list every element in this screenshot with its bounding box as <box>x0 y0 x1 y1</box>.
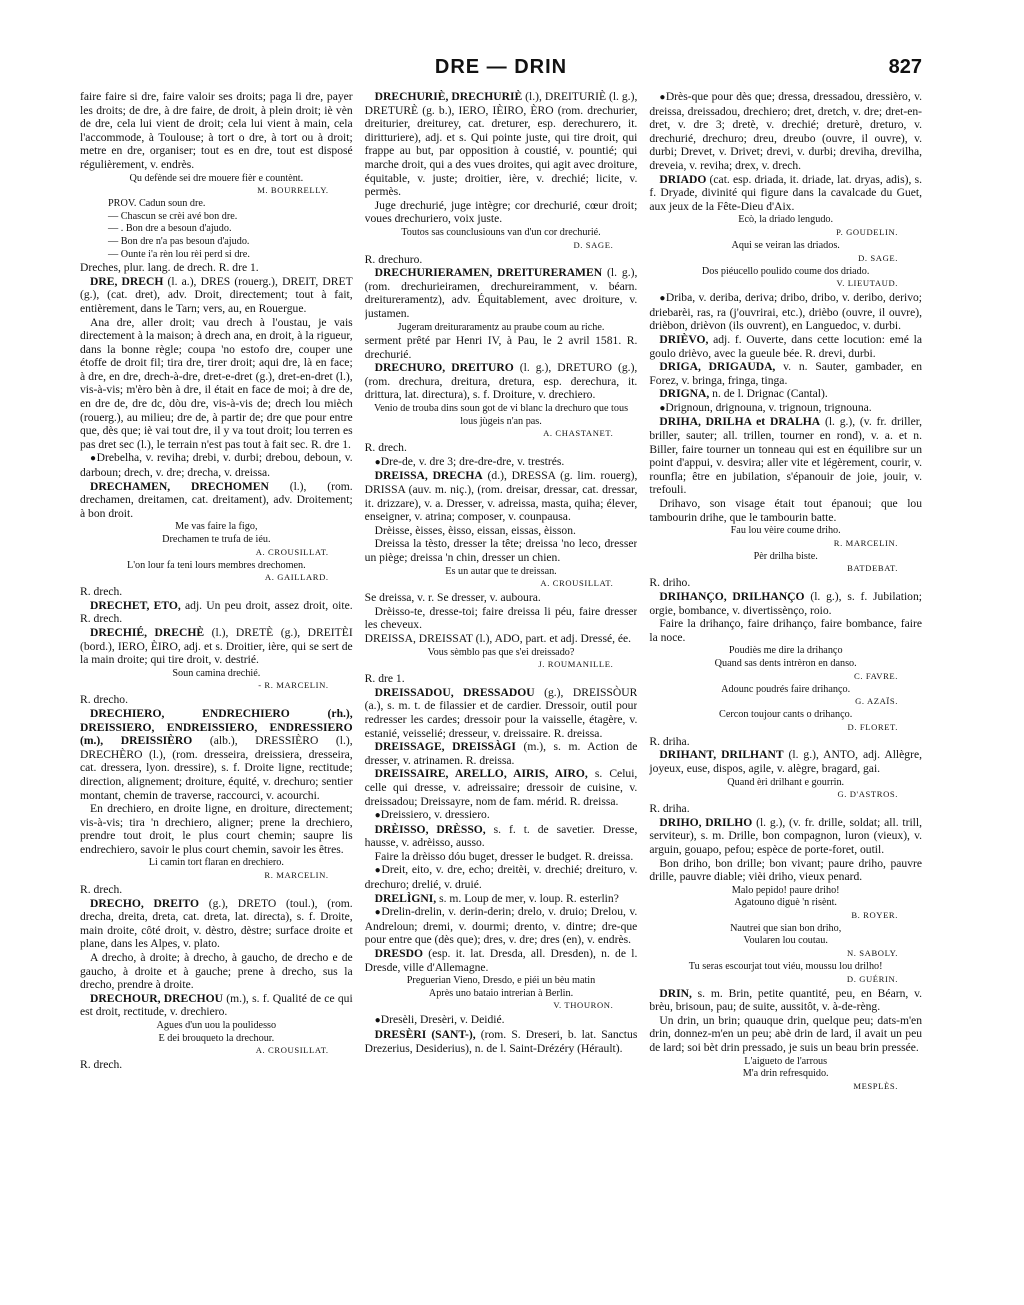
citation-line: Quand sas dents intrèron en danso. <box>714 657 857 669</box>
entry-text: Drebelha, v. reviha; drebi, v. durbi; drebou, deboun, v. darboun; drech, v. dre; drecha, v. dreissa. <box>80 451 353 480</box>
entry-headword: DRECHIERO, ENDRECHIERO (rh.), DREISSIERO, ENDREISSIERO, ENDRESSIERO (m.), DREISSIÈRO <box>80 706 353 748</box>
entry-text: Un drin, un brin; quauque drin, quelque peu; dats-m'en drin, donnez-m'en un peu; abè drin de lard, il avait un peu de lard; soi bèt drin pressado, je suis un beau brin pressée. <box>649 1013 923 1055</box>
entry-paragraph <box>649 857 922 884</box>
bullet-icon: ● <box>659 402 666 414</box>
entry-text: (g.), DREISSÒUR (a.), s. m. t. de filassier et de cardier. Dressoir, outil pour redresser les cardes; dressoir pour la vaisselle, étagère, v. estanié, veisselié; dresseur, v. dreissaire. R. dreissa. <box>364 685 638 740</box>
entry-text: (l.), (rom. drechamen, dreitamen, cat. dreitament), adv. Droitement; à bon droit. <box>80 479 353 520</box>
citation-line: Fau lou vèire coume driho. <box>730 525 841 537</box>
entry-headword: DRECHURO, DREITURO <box>374 361 514 375</box>
citation-author: MESPLÈS. <box>853 1080 899 1091</box>
proverb-text: — Chascun se crèi avé bon dre. <box>108 210 238 222</box>
citation <box>80 1020 353 1045</box>
citation-author: G. AZAÏS. <box>855 696 899 707</box>
entry-text: R. drech. <box>80 883 123 897</box>
column-right <box>649 90 922 1290</box>
entry-headword: DRIGA, DRIGAUDA, <box>659 360 776 374</box>
entry-text: adj. f. Ouverte, dans cette locution: emé la goulo drièvo, avec la gueule bée. R. drevi, durbi. <box>649 332 923 360</box>
bullet-icon: ● <box>374 810 381 822</box>
entry-headword: DREISSAGE, DREISSÀGI <box>374 740 516 754</box>
citation <box>365 975 638 1000</box>
entry-headword: DRECHO, DREITO <box>90 896 200 910</box>
entry-text: s. m. Loup de mer, v. loup. R. esterlin? <box>436 891 619 905</box>
entry-paragraph <box>80 451 353 479</box>
proverbs <box>108 198 353 261</box>
dictionary-entry <box>365 469 638 523</box>
citation <box>649 923 922 948</box>
citation <box>649 1056 922 1081</box>
proverb-text: Cadun soun dre. <box>138 198 206 210</box>
citation-line: Jugeram dreituraramentz au praube coum au riche. <box>397 321 605 333</box>
dictionary-entry <box>80 992 353 1019</box>
entry-headword: DRIGNA, <box>659 387 710 401</box>
entry-text: (d.), DRESSA (g. lim. rouerg), DRISSA (auv. m. niç.), (rom. dreisar, dressar, cat. dressar, it. drizzare), v. a. Dresser, v. adreissa, masta, quiha; élever, enseigner, v. atrina; composer, v. counpausa. <box>364 469 638 524</box>
entry-headword: DREISSADOU, DRESSADOU <box>374 685 535 699</box>
dictionary-entry <box>365 1028 638 1055</box>
entry-paragraph <box>365 591 638 605</box>
citation-line: Après uno bataio intrerian à Berlin. <box>428 987 574 999</box>
citation-line: Ecò, la driado lengudo. <box>738 214 834 226</box>
bullet-icon: ● <box>374 907 382 919</box>
column-left <box>80 90 353 1290</box>
entry-paragraph <box>649 802 922 816</box>
bullet-icon: ● <box>374 1015 381 1027</box>
entry-headword: DRECHOUR, DRECHOU <box>90 991 224 1005</box>
entry-text: (l. g.), DRETURO (g.), (rom. drechura, dreitura, dretura, esp. derechura, it. drittura, lat. directura), s. f. Droiture, v. drechiero. <box>364 361 638 402</box>
dictionary-entry <box>80 275 353 316</box>
entry-text: (l. g.), s. f. Jubilation; orgie, bombance, v. divertissènço, roio. <box>649 590 923 617</box>
entry-headword: DRIHO, DRILHO <box>659 815 753 829</box>
entry-text: (l. a.), DRES (rouerg.), DREIT, DRET (g.), (cat. dret), adv. Droit, directement; tout à fait, entièrement, dans le Tarn; vers, au, en Rouergue. <box>80 274 353 315</box>
entry-paragraph <box>365 537 638 564</box>
citation-author: BATDEBAT. <box>847 563 899 574</box>
citation-author: B. ROYER. <box>851 909 899 920</box>
citation-line: Venio de trouba dins soun got de vi blanc la drechuro que tous lous jùgeis n'an pas. <box>373 403 629 427</box>
entry-text: Drelin-drelin, v. derin-derin; drelo, v. druio; Drelou, v. Andreloun; dremi, v. dourmi; drento, v. dintre; dre-que pour entre que (dès que); dres, v. dre; dres (en), v. endrès. <box>364 905 638 947</box>
entry-paragraph <box>365 808 638 823</box>
dictionary-entry <box>80 897 353 951</box>
entry-paragraph <box>649 497 922 524</box>
entry-paragraph <box>649 291 922 333</box>
entry-paragraph <box>365 334 638 361</box>
entry-headword: DRECHURIERAMEN, DREITURERAMEN <box>374 266 603 280</box>
entry-headword: DRECHIÉ, DRECHÈ <box>90 625 205 639</box>
dictionary-entry <box>365 266 638 320</box>
citation-author: D. GUÉRIN. <box>846 973 899 984</box>
citation-line: Vous sèmblo pas que s'ei dreissado? <box>427 646 575 658</box>
citation-author: D. FLORET. <box>847 721 899 732</box>
citation-author: D. SAGE. <box>858 252 899 263</box>
bullet-icon: ● <box>659 92 666 103</box>
entry-paragraph <box>365 905 638 947</box>
entry-text: Drèisse, èisses, èisso, eissan, eissas, èisson. <box>374 523 576 537</box>
entry-text: n. de l. Drignac (Cantal). <box>709 387 828 401</box>
entry-paragraph <box>649 401 922 416</box>
entry-headword: DREISSA, DRECHA <box>374 469 483 483</box>
entry-paragraph <box>80 693 353 707</box>
citation <box>649 525 922 538</box>
citation-author: D. SAGE. <box>573 239 614 250</box>
entry-headword: DRECHET, ETO, <box>90 598 181 612</box>
entry-text: faire faire si dre, faire valoir ses droits; paga li dre, payer les droits; de dre, à dre faire, de droit, à plein droit; iè vèn de dre, cela lui vient de droit; cela lui vient à main, cela l'accommode, à Toulouse; à tort o dre, à tort ou à droit; metre en dre, organiser; tout es en dre, tout est disposé régulièrement, v. endrès. <box>80 90 353 171</box>
dictionary-entry <box>365 947 638 974</box>
citation-line: M'a drin refresquido. <box>742 1068 829 1080</box>
proverb-text: — Ounte i'a rèn lou rèi perd si dre. <box>108 248 250 260</box>
bullet-icon: ● <box>374 865 382 877</box>
entry-paragraph <box>80 90 353 172</box>
proverb-line <box>108 249 353 262</box>
citation-line: Quand èri drilhant e gourrin. <box>727 776 845 788</box>
entry-text: Dreissiero, v. dressiero. <box>380 808 490 822</box>
entry-text: (cat. esp. driada, it. driade, lat. dryas, adis), s. f. Dryade, divinité qui figure dans la cavalcade du Guet, aux jeux de la Fête-Dieu d'Aix. <box>649 172 923 213</box>
citation-line: E dei brouqueto la drechour. <box>158 1032 275 1044</box>
entry-text: R. dre 1. <box>364 672 405 686</box>
citation <box>649 551 922 564</box>
entry-text: Faire la drèisso dóu buget, dresser le budget. R. dreissa. <box>374 849 634 863</box>
dictionary-entry <box>365 686 638 740</box>
citation-line: L'on lour fa teni lours membres drechomen. <box>127 559 306 571</box>
entry-text: R. drechuro. <box>364 252 423 266</box>
citation-line: Dos piéucello poulido coume dos driado. <box>701 265 870 277</box>
citation-line: Toutos sas counclusiouns van d'un cor drechurié. <box>401 226 601 238</box>
entry-headword: DREISSAIRE, ARELLO, AIRIS, AIRO, <box>374 767 588 781</box>
entry-text: A drecho, à droite; à drecho, à gaucho, de drecho e de gaucho, à droite et à gauche; prene à drecho, sus la drecho, prendre à droite. <box>80 951 353 992</box>
citation-author: A. CROUSILLAT. <box>540 578 614 589</box>
entry-text: serment prêté par Henri IV, à Pau, le 2 avril 1581. R. drechurié. <box>364 334 638 361</box>
citation-author: A. CROUSILLAT. <box>255 1045 329 1056</box>
citation-line: Malo pepido! paure driho! <box>731 884 840 896</box>
entry-headword: DRIHANT, DRILHANT <box>659 748 784 762</box>
entry-text: (l.), DREITURIÈ (l. g.), DRETURÈ (g. b.), IERO, IÈIRO, ÈRO (rom. drechurier, dreiturier, dreiturey, cat. dreturer, esp. derechurero, it. diritturiere), adj. et s. Qui pointe juste, qui tire droit, qui frappe au but, par opposition à coustié, v. pountié; qui marche droit, qui a des vues droites, qui agit avec droiture, équitable, v. juste; droitier, ière, v. drechié; licite, v. permès. <box>364 90 638 199</box>
citation-line: Tu seras escourjat tout viéu, moussu lou drilho! <box>688 961 883 973</box>
citation-author: N. SABOLY. <box>846 948 899 959</box>
citation-author: A. CHASTANET. <box>543 428 614 439</box>
citation <box>649 885 922 910</box>
citation-line: Poudiès me dire la drihanço <box>728 645 843 657</box>
entry-text: (l. g.), (v. fr. drille, soldat; all. trill, serviteur), s. m. Drille, bon compagnon, luron (vieux), v. arguin, gouapo, pefou; espèce de porte-foret, outil. <box>649 815 923 856</box>
proverb-text: — Bon dre n'a pas besoun d'ajudo. <box>108 235 250 247</box>
citation-line: Qu defènde sei dre mouere fièr e countènt. <box>129 172 304 184</box>
entry-text: Drès-que pour dès que; dressa, dressadou, dressièro, v. dreissa, dreissadou, drechiero; dret, dretch, v. dre; dret-en-dret, v. dre 3; dretè, v. drechié; dreturè, dreturo, v. drechurié, drechuro; dreu, dreubo (ouvre, il ouvre), v. durbi; Drevet, v. Drivet; drevi, v. durbi; dreviha, drevilha, dreveia, v. reviha; drex, v. drech. <box>649 90 923 172</box>
entry-paragraph <box>365 605 638 632</box>
entry-paragraph <box>649 90 922 173</box>
citation-line: Me vas faire la figo, <box>175 521 258 533</box>
entry-text: Dresèli, Dresèri, v. Deidié. <box>380 1013 505 1027</box>
citation-line: Nautrei que sian bon driho, <box>730 922 842 934</box>
entry-headword: DRIN, <box>659 986 692 1000</box>
citation <box>649 684 922 697</box>
dictionary-entry <box>649 360 922 387</box>
entry-paragraph <box>80 1058 353 1072</box>
entry-text: Bon driho, bon drille; bon vivant; paure driho, pauvre drille, pauvre diable; vièi driho, vieux penard. <box>649 856 923 884</box>
entry-paragraph <box>365 850 638 864</box>
citation-line: Adounc poudrés faire drihanço. <box>721 683 851 695</box>
entry-headword: DRE, DRECH <box>90 274 164 288</box>
citation <box>649 709 922 722</box>
entry-paragraph <box>365 253 638 267</box>
entry-text: Se dreissa, v. r. Se dresser, v. auboura. <box>364 591 541 605</box>
citation <box>649 777 922 790</box>
entry-paragraph <box>365 199 638 226</box>
entry-text: Drignoun, drignouna, v. trignoun, trignouna. <box>665 400 872 414</box>
dictionary-entry <box>365 892 638 906</box>
citation-line: Drechamen te trufa de iéu. <box>162 534 271 545</box>
entry-headword: DRÈISSO, DRÈSSO, <box>374 822 486 836</box>
citation <box>649 961 922 974</box>
citation-line: Soun camina drechié. <box>172 667 261 679</box>
entry-text: (rom. S. Dreseri, b. lat. Sanctus Drezerius, Desiderius), n. de l. Saint-Drézéry (Hérault). <box>364 1028 638 1055</box>
entry-paragraph <box>80 261 353 275</box>
proverb-line <box>108 236 353 249</box>
entry-paragraph <box>365 632 638 646</box>
entry-text: v. n. Sauter, gambader, en Forez, v. bringa, fringa, tinga. <box>649 360 923 387</box>
citation <box>365 566 638 579</box>
dictionary-entry <box>365 90 638 199</box>
entry-paragraph <box>365 524 638 538</box>
entry-text: s. Celui, celle qui dresse, v. adreissaire; dressoir de cuisine, v. dreissadou; Dreissayre, nom de fam. mérid. R. dreissa. <box>364 767 638 808</box>
entry-text: R. drecho. <box>80 693 128 707</box>
citation <box>365 647 638 660</box>
citation <box>649 266 922 279</box>
citation <box>649 240 922 253</box>
citation-line: Preguerian Vieno, Dresdo, e piéi un bèu matin <box>406 975 596 987</box>
citation-line: Li camin tort flaran en drechiero. <box>148 857 284 869</box>
entry-paragraph <box>365 672 638 686</box>
entry-text: R. driho. <box>649 576 691 590</box>
entry-text: (l.), DRETÈ (g.), DREITÈI (bord.), IERO, ÈIRO, adj. et s. Droitier, ière, qui se sert de la main droite; qui tire droit, v. destrié. <box>80 625 353 667</box>
entry-headword: DRECHURIÈ, DRECHURIÈ <box>374 90 523 103</box>
dictionary-columns <box>80 90 922 1290</box>
entry-paragraph <box>365 1013 638 1028</box>
citation-author: P. GOUDELIN. <box>836 226 899 237</box>
entry-paragraph <box>649 1014 922 1055</box>
citation-author: A. CROUSILLAT. <box>255 546 329 557</box>
entry-paragraph <box>365 441 638 455</box>
citation-line: Es un autar que te dreissan. <box>445 565 557 577</box>
entry-headword: DRIADO <box>659 172 707 186</box>
bullet-icon: ● <box>659 293 666 305</box>
entry-headword: DRESDO <box>374 947 423 961</box>
entry-text: (l. g.), (v. fr. driller, briller, sauter; all. trillen, tourner en rond), v. a. et n. Biller, faire tourner un tonneau qui est en équilibre sur un point d'appui, v. desvira; aller vite et légèrement, courir, v. rounfla; être en jubilation, s'épanouir de joie, jouir, v. trefouli. <box>649 415 923 497</box>
dictionary-entry <box>649 387 922 401</box>
bullet-icon: ● <box>90 453 97 465</box>
dictionary-entry <box>365 361 638 402</box>
citation <box>80 668 353 681</box>
running-title: DRE — DRIN <box>434 56 568 78</box>
citation-author: V. THOURON. <box>553 1000 614 1011</box>
dictionary-entry <box>365 740 638 767</box>
entry-text: R. driha. <box>649 802 690 816</box>
citation-author: R. MARCELIN. <box>833 537 899 548</box>
dictionary-entry <box>649 987 922 1014</box>
entry-text: Dre-de, v. dre 3; dre-dre-dre, v. trestrés. <box>380 454 565 468</box>
entry-text: R. drech. <box>80 1058 123 1072</box>
citation-author: J. ROUMANILLE. <box>538 659 614 670</box>
entry-text: Ana dre, aller droit; vau drech à l'oustau, je vais directement à la maison; à drech ana, en droit, à la rigueur, dans la bonne règle; coupa 'no estofo dre, couper une étoffe de droit fil; tira dre, tirer droit; aqui dre, là en face; à dre, en dre, drech-à-dre, dret-e-dret (g.), dret-en-dret (l.), vis-à-vis; m'èro bèn à dre, il était en face de moi; à dre de, en dre de, dre dc, dòu dre, vis-à-vis de; drech lou mièch (rouerg.), au milieu; dre de, à partir de; dre que pour entre que, dès que; iè vai tout dre, il y va tout droit; lou terren es pas dret sec (l.), le terrain n'est pas tout à fait sec. R. dre 1. <box>80 315 353 451</box>
citation <box>365 227 638 240</box>
dictionary-entry <box>649 816 922 857</box>
entry-text: (alb.), DRESSIÈRO (l.), DRECHÈRO (l.), (rom. dresseira, dreissiera, dresseira, cat. dressera, lyon. dressire), s. f. Droite ligne, rectitude; direction, alignement; droiture, équité, v. drechuro; sentier montant, chemin de traverse, raccourci, v. acourchi. <box>80 734 353 802</box>
entry-headword: DRIHANÇO, DRILHANÇO <box>659 590 805 603</box>
citation-author: V. LIEUTAUD. <box>836 278 899 289</box>
entry-paragraph <box>80 316 353 452</box>
citation-line: Voularen lou coutau. <box>743 935 828 947</box>
entry-text: Dreit, eito, v. dre, echo; dreitèi, v. drechié; dreituro, v. drechuro; drelié, v. druié. <box>364 863 638 892</box>
entry-text: (esp. it. lat. Dresda, all. Dresden), n. de l. Dresde, ville d'Allemagne. <box>364 947 638 974</box>
entry-headword: DRELÌGNI, <box>374 891 437 905</box>
proverb-line <box>108 198 353 211</box>
entry-text: Dreches, plur. lang. de drech. R. dre 1. <box>80 261 259 275</box>
citation-author: - R. MARCELIN. <box>258 680 329 691</box>
entry-text: Driba, v. deriba, deriva; dribo, dribo, v. deribo, derivo; driebarèi, ras, ra (j'ouvrirai, etc.), drièbo (ouvre, il ouvre), drièbon, drièvon (ils ouvrent), en Languedoc, v. durbi. <box>649 291 923 333</box>
proverb-line <box>108 211 353 224</box>
entry-text: En drechiero, en droite ligne, en droiture, directement; vis-à-vis; tira 'n drechiero, aligner; prene la drechiero, prendre tout droit, le plus court chemin; saupre lis endrechiero, savoir le plus court chemin, savoir les êtres. <box>80 802 353 856</box>
citation <box>80 521 353 546</box>
citation-line: Pèr drilha biste. <box>753 550 818 562</box>
entry-paragraph <box>649 617 922 644</box>
dictionary-entry <box>649 333 922 360</box>
entry-paragraph <box>80 883 353 897</box>
proverb-line <box>108 223 353 236</box>
entry-text: (l. g.), ANTO, adj. Allègre, joyeux, euse, dispos, agile, v. alègre, bragard, gai. <box>649 748 923 775</box>
citation-line: Agues d'un uou la poulidesso <box>156 1020 277 1031</box>
entry-text: Drèisso-te, dresse-toi; faire dreissa li péu, faire dresser les cheveux. <box>364 604 638 632</box>
citation <box>365 403 638 428</box>
entry-paragraph <box>80 585 353 599</box>
entry-paragraph <box>80 951 353 992</box>
citation-author: R. MARCELIN. <box>264 870 329 881</box>
proverb-text: — . Bon dre a besoun d'ajudo. <box>108 223 232 235</box>
entry-text: Juge drechurié, juge intègre; cor drechurié, cœur droit; voues drechuriero, voix juste. <box>364 198 638 226</box>
page-header <box>80 56 922 86</box>
proverb-label: PROV. <box>108 198 137 210</box>
entry-paragraph <box>365 863 638 891</box>
citation <box>80 857 353 870</box>
entry-paragraph <box>649 576 922 590</box>
citation-author: A. GAILLARD. <box>264 572 329 583</box>
citation <box>365 322 638 335</box>
dictionary-entry <box>365 823 638 850</box>
citation <box>649 214 922 227</box>
entry-text: (g.), DRETO (toul.), (rom. drecha, dreita, dreta, cat. dreta, lat. directa), s. f. Droite, main droite, côté droit, v. dèstro, dèstre; surface droite et plane, dans les Alpes, v. plato. <box>80 896 353 951</box>
entry-text: DREISSA, DREISSAT (l.), ADO, part. et adj. Dressé, ée. <box>364 631 632 645</box>
dictionary-entry <box>649 590 922 617</box>
page-number: 827 <box>888 56 922 78</box>
citation-author: C. FAVRE. <box>854 670 899 681</box>
citation <box>80 560 353 573</box>
entry-text: R. driha. <box>649 734 690 748</box>
citation <box>80 173 353 186</box>
dictionary-entry <box>80 707 353 802</box>
citation <box>649 645 922 670</box>
bullet-icon: ● <box>374 456 381 468</box>
citation-line: L'aigueto de l'arrous <box>744 1055 828 1067</box>
citation-author: G. D'ASTROS. <box>837 789 899 800</box>
citation-line: Cercon toujour cants o drihanço. <box>719 709 853 721</box>
entry-text: Faire la drihanço, faire drihanço, faire bombance, faire la noce. <box>649 617 923 644</box>
citation-line: Aqui se veiran las driados. <box>731 239 840 251</box>
entry-text: (l. g.), (rom. drechurieiramen, drechureiramment, v. béarn. dreitureramentz), adv. Équitablement, avec droiture, v. justamen. <box>364 266 638 320</box>
entry-paragraph <box>80 802 353 856</box>
entry-text: R. drech. <box>364 441 407 455</box>
entry-headword: DRESÈRI (SANT-), <box>374 1028 476 1041</box>
dictionary-entry <box>649 173 922 214</box>
entry-headword: DRIHA, DRILHA et DRALHA <box>659 415 821 429</box>
entry-text: adj. Un peu droit, assez droit, oite. R. drech. <box>80 598 353 626</box>
dictionary-entry <box>649 415 922 497</box>
entry-paragraph <box>365 455 638 470</box>
citation-author: M. BOURRELLY. <box>257 185 329 196</box>
dictionary-entry <box>649 748 922 775</box>
entry-text: Drihavo, son visage était tout épanoui; que lou tambourin drihe, que le tambourin batte. <box>649 497 923 524</box>
entry-text: R. drech. <box>80 585 123 599</box>
entry-text: s. m. Brin, petite quantité, peu, en Béarn, v. brèu, brisoun, pau; de suite, aussitôt, v. à-de-rèng. <box>649 986 923 1014</box>
dictionary-entry <box>80 599 353 626</box>
citation-line: Agatouno diguè 'n risènt. <box>734 897 837 909</box>
column-middle <box>365 90 638 1290</box>
entry-headword: DRIÈVO, <box>659 332 709 346</box>
dictionary-entry <box>80 626 353 667</box>
dictionary-entry <box>80 480 353 521</box>
dictionary-entry <box>365 767 638 808</box>
entry-text: s. f. t. de savetier. Dresse, hausse, v. adrèisso, ausso. <box>364 822 638 850</box>
entry-paragraph <box>649 735 922 749</box>
entry-headword: DRECHAMEN, DRECHOMEN <box>90 479 269 493</box>
entry-text: (m.), s. m. Action de dresser, v. atrinamen. R. dreissa. <box>364 740 638 767</box>
entry-text: Dreissa la tèsto, dresser la tête; dreissa 'no leco, dresser un piège; dreissa 'n chin, dresser un chien. <box>364 537 638 564</box>
entry-text: (m.), s. f. Qualité de ce qui est droit, rectitude, v. drechiero. <box>80 991 353 1019</box>
